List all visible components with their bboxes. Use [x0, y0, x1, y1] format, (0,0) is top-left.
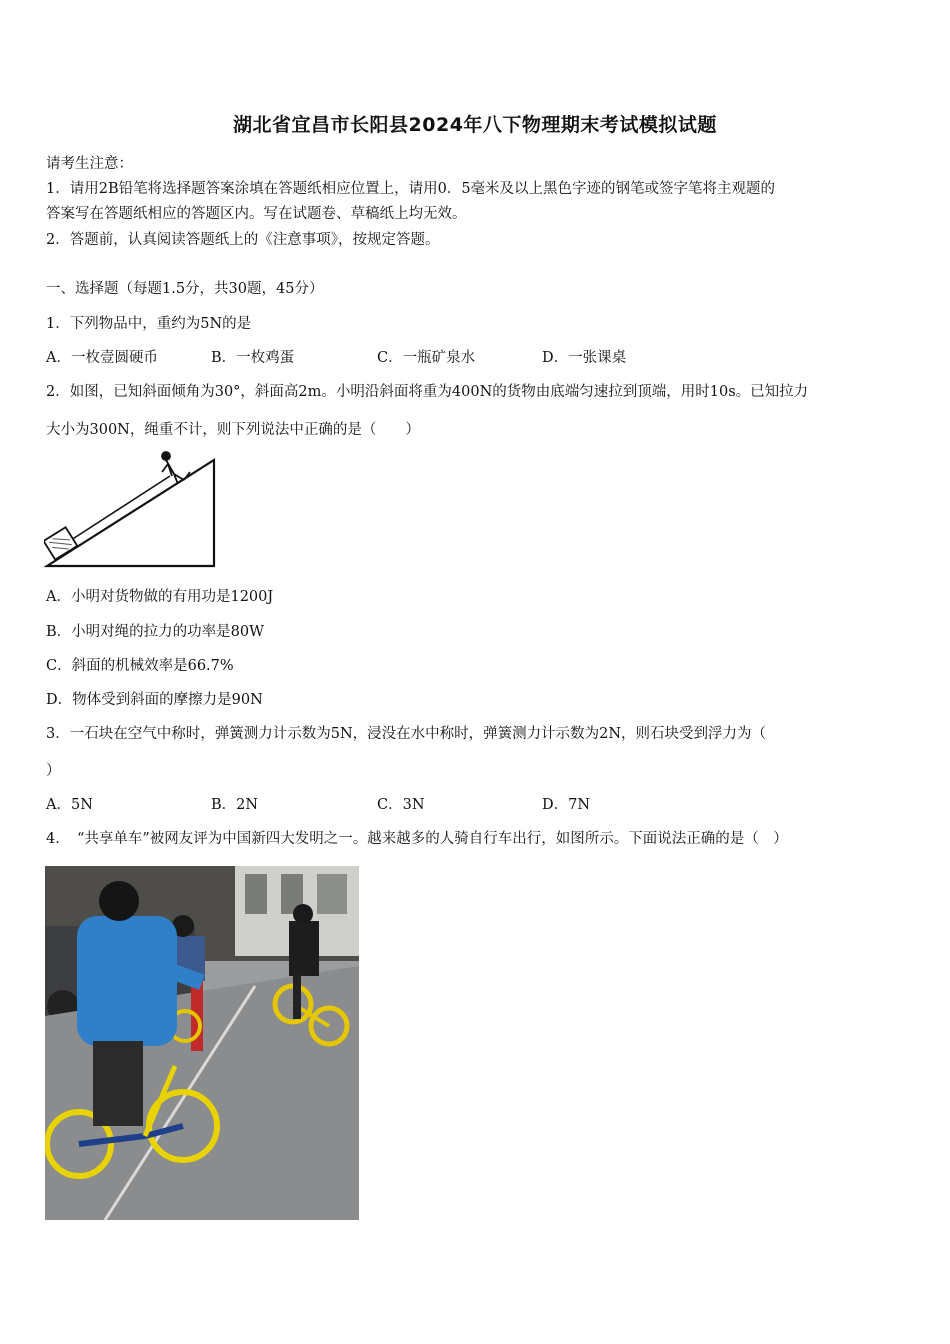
- question-2-option-a: A．小明对货物做的有用功是1200J: [46, 589, 274, 605]
- question-2-option-b: B．小明对绳的拉力的功率是80W: [46, 624, 265, 640]
- notice-item-2: 2．答题前，认真阅读答题纸上的《注意事项》，按规定答题。: [46, 232, 440, 248]
- question-3-option-b: B．2N: [211, 797, 259, 813]
- question-2-option-c: C．斜面的机械效率是66.7%: [46, 658, 234, 674]
- question-3-stem-line-2: ）: [46, 763, 61, 779]
- notice-item-1-line-1: 1．请用2B铅笔将选择题答案涂填在答题纸相应位置上，请用0．5毫米及以上黑色字迹的钢笔或签字笔将主观题的: [46, 181, 776, 197]
- incline-diagram: [44, 450, 219, 570]
- question-3-stem-line-1: 3．一石块在空气中称时，弹簧测力计示数为5N，浸没在水中称时，弹簧测力计示数为2N，则石块受到浮力为（: [46, 726, 767, 742]
- question-3-option-d: D．7N: [542, 797, 591, 813]
- question-1-option-d: D．一张课桌: [542, 350, 627, 366]
- shared-bike-photo: [45, 866, 359, 1220]
- question-1-option-b: B．一枚鸡蛋: [211, 350, 295, 366]
- page-title: 湖北省宜昌市长阳县2024年八下物理期末考试模拟试题: [233, 114, 717, 136]
- question-2-stem-line-1: 2．如图，已知斜面倾角为30°，斜面高2m。小明沿斜面将重为400N的货物由底端匀速拉到顶端，用时10s。已知拉力: [46, 384, 809, 400]
- section-heading: 一、选择题（每题1.5分，共30题，45分）: [46, 281, 324, 297]
- question-3-option-c: C．3N: [377, 797, 425, 813]
- notice-item-1-line-2: 答案写在答题纸相应的答题区内。写在试题卷、草稿纸上均无效。: [46, 206, 467, 222]
- question-1-option-c: C．一瓶矿泉水: [377, 350, 476, 366]
- question-1-option-a: A．一枚壹圆硬币: [46, 350, 158, 366]
- question-2-stem-line-2: 大小为300N，绳重不计，则下列说法中正确的是（ ）: [46, 422, 420, 438]
- question-1-stem: 1．下列物品中，重约为5N的是: [46, 316, 252, 332]
- notice-heading: 请考生注意：: [46, 156, 133, 172]
- question-4-stem: 4． “共享单车”被网友评为中国新四大发明之一。越来越多的人骑自行车出行，如图所示。下面说法正确的是（ ）: [46, 831, 788, 847]
- cargo-box: [44, 527, 77, 559]
- pull-rope: [68, 476, 170, 542]
- question-3-option-a: A．5N: [46, 797, 93, 813]
- question-2-option-d: D．物体受到斜面的摩擦力是90N: [46, 692, 263, 708]
